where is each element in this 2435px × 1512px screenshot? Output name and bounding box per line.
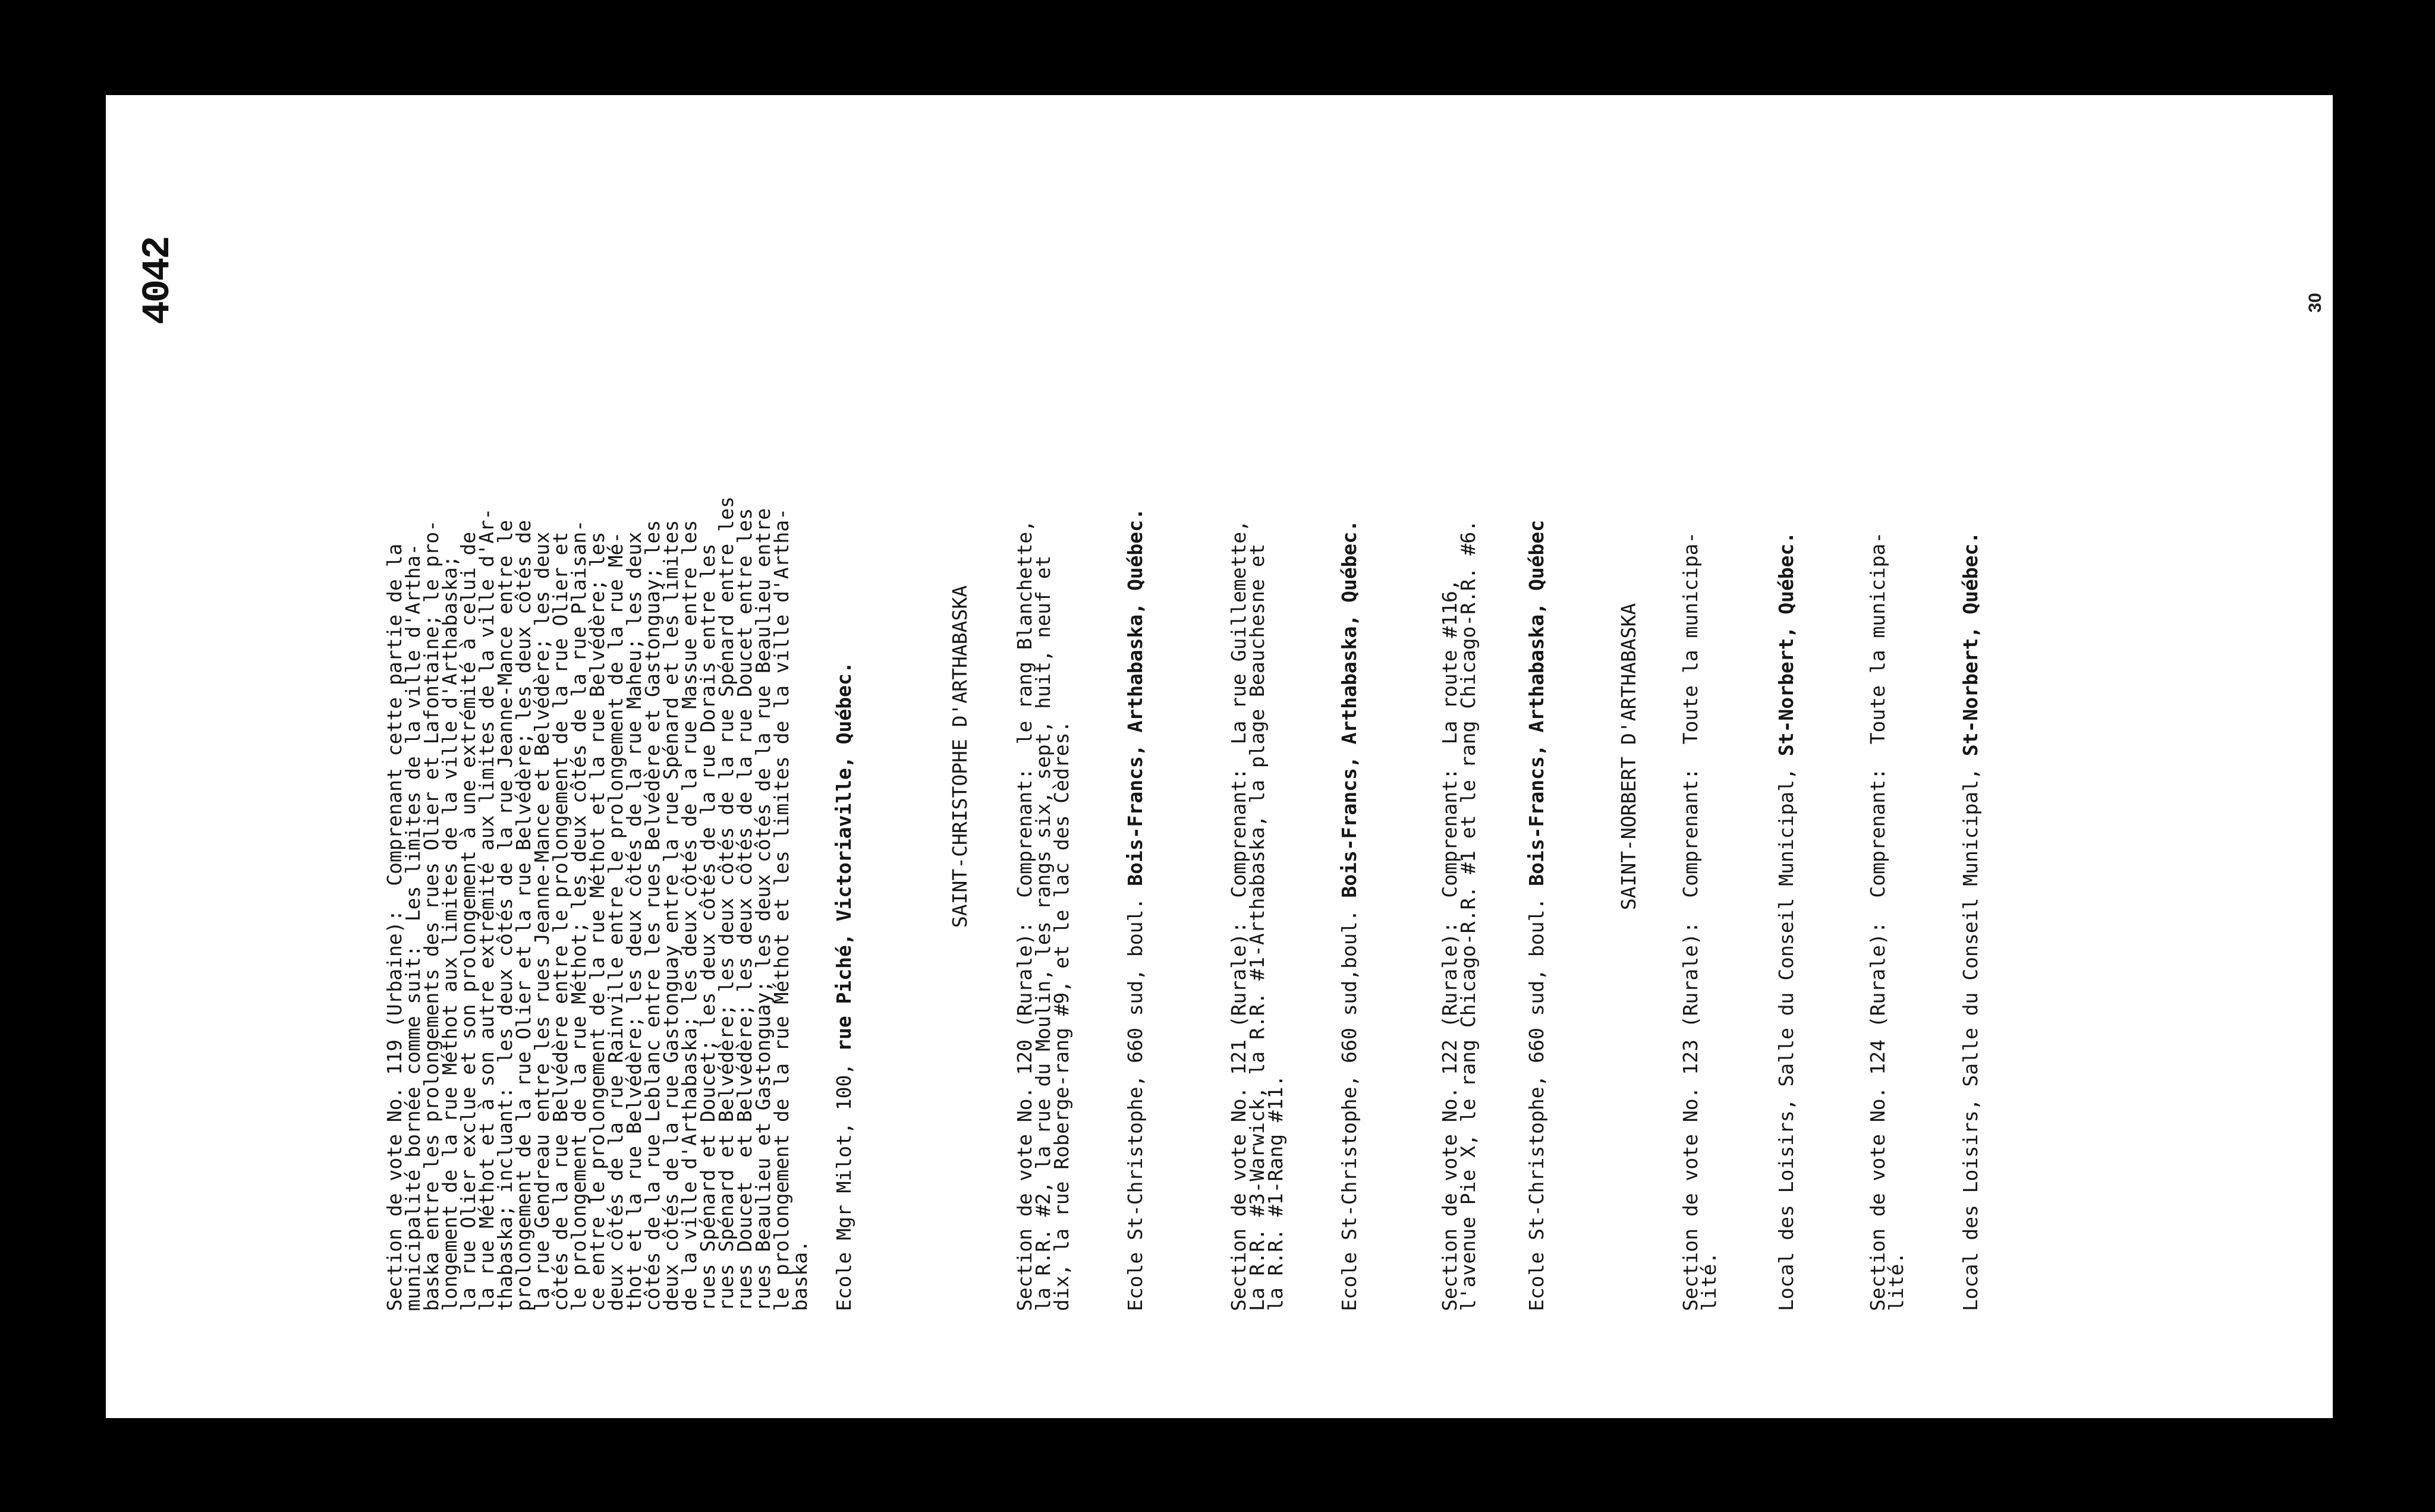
section-124-text xyxy=(1866,182,1908,1311)
address-plain: Ecole St-Christophe, 660 sud, boul. xyxy=(1525,886,1548,1311)
text-line: lité. xyxy=(1885,1252,1908,1311)
text-line: la R.R. #2, la rue du Moulin, les rangs six, sept, huit, neuf et xyxy=(1031,555,1055,1311)
section-122-text xyxy=(1438,182,1480,1311)
text-line: le prolongement de la rue Méthot; les deux côtés de la rue Plaisan- xyxy=(567,519,590,1311)
section-121-text xyxy=(1229,182,1285,1311)
text-line: deux côtés de la rue Rainville entre le prolongement de la rue Mé- xyxy=(604,531,627,1311)
section-121-address xyxy=(1339,520,1359,1311)
text-line: La R.R. #3-Warwick, la R.R. #1-Arthabaska, la plage Beauchesne et xyxy=(1245,543,1269,1311)
section-123-address xyxy=(1776,532,1796,1311)
address-plain: Ecole St-Christophe, 660 sud, boul. xyxy=(1124,886,1147,1311)
section-120-address xyxy=(1125,508,1145,1311)
text-line: la rue Gendreau entre les rues Jeanne-Mance et Belvédère; les deux xyxy=(530,531,553,1311)
text-line: rues Doucet et Belvédère; les deux côtés de la rue Doucet entre les xyxy=(733,508,756,1311)
text-line: Section de vote No. 120 (Rurale): Comprenant: le rang Blanchette, xyxy=(1013,519,1036,1311)
text-line: Section de vote No. 124 (Rurale): Comprenant: Toute la municipa- xyxy=(1866,531,1889,1311)
address-bold: St-Norbert, Québec. xyxy=(1775,531,1798,757)
top-page-number: 4042 xyxy=(136,237,180,325)
text-line: municipalité bornée comme suit: Les limites de la ville d'Artha- xyxy=(401,543,424,1311)
text-line: le prolongement de la rue Méthot et les limites de la ville d'Artha- xyxy=(770,508,793,1311)
rotated-text-layer xyxy=(106,95,2333,1418)
bottom-page-number: 30 xyxy=(2305,292,2325,313)
text-line: l'avenue Pie X, le rang Chicago-R.R. #1 et le rang Chicago-R.R. #6. xyxy=(1456,519,1480,1311)
address-bold: St-Norbert, Québec. xyxy=(1959,531,1982,757)
text-line: rues Beaulieu et Gastonguay; les deux côtés de la rue Beaulieu entre xyxy=(751,508,775,1311)
text-line: lité. xyxy=(1697,1252,1720,1311)
text-line: prolongement de la rue Olier et la rue Belvédère; les deux côtés de xyxy=(512,519,535,1311)
text-line: Section de vote No. 121 (Rurale): Comprenant: La rue Guillemette, xyxy=(1227,519,1250,1311)
text-line: la rue Olier exclue et son prolongement à une extrémité à celui de xyxy=(457,531,480,1311)
text-line: dix, la rue Roberge-rang #9, et le lac des Cèdres. xyxy=(1050,720,1073,1311)
text-line: rues Spénard et Belvédère; les deux côtés de la rue Spénard entre les xyxy=(715,496,738,1311)
section-120-text xyxy=(1015,182,1071,1311)
document-page xyxy=(106,95,2333,1418)
section-122-address xyxy=(1527,520,1546,1311)
text-line: rues Spénard et Doucet; les deux côtés de la rue Dorais entre les xyxy=(696,543,719,1311)
text-line: Section de vote No. 123 (Rurale): Comprenant: Toute la municipa- xyxy=(1679,531,1702,1311)
text-line: la R.R. #1-Rang #11. xyxy=(1264,1075,1287,1311)
heading-saint-norbert: SAINT-NORBERT D'ARTHABASKA xyxy=(1617,603,1640,911)
text-line: Section de vote No. 119 (Urbaine): Comprenant cette partie de la xyxy=(383,543,406,1311)
text-line: de la ville d'Arthabaska; les deux côtés de la rue Massue entre les xyxy=(678,519,701,1311)
text-line: thot et la rue Belvédère; les deux côtés de la rue Maheu; les deux xyxy=(622,531,646,1311)
section-119-address xyxy=(834,662,854,1311)
text-line: Section de vote No. 122 (Rurale): Comprenant: La route #116, xyxy=(1438,579,1461,1311)
text-line: longement de la rue Méthot aux limites de la ville d'Arthabaska; xyxy=(438,555,461,1311)
text-line: ce entre le prolongement de la rue Méthot et la rue Belvédère; les xyxy=(586,531,609,1311)
text-line: la rue Méthot et à son autre extrémité aux limites de la ville d'Ar- xyxy=(475,508,498,1311)
text-line: côtés de la rue Leblanc entre les rues Belvédère et Gastonguay; les xyxy=(641,519,664,1311)
address-plain: Local des Loisirs, Salle du Conseil Municipal, xyxy=(1959,756,1982,1311)
address-bold: Bois-Francs, Arthabaska, Québec xyxy=(1525,519,1548,886)
address-plain: Ecole Mgr Milot, 100, xyxy=(832,1051,855,1311)
text-line: deux côtés de la rue Gastonguay entre la rue Spénard et les limites xyxy=(659,519,682,1311)
address-plain: Local des Loisirs, Salle du Conseil Municipal, xyxy=(1775,756,1798,1311)
address-bold: Bois-Francs, Arthabaska, Québec. xyxy=(1124,508,1147,886)
address-plain: Ecole St-Christophe, 660 sud,boul. xyxy=(1338,897,1361,1311)
address-bold: Bois-Francs, Arthabaska, Québec. xyxy=(1338,519,1361,898)
text-line: thabaska; incluant: les deux côtés de la rue Jeanne-Mance entre le xyxy=(493,519,517,1311)
section-119-text xyxy=(385,182,809,1311)
address-bold: rue Piché, Victoriaville, Québec. xyxy=(832,662,855,1051)
text-line: baska. xyxy=(788,1240,811,1311)
text-line: baska entre les prolongements des rues Olier et Lafontaine; le pro- xyxy=(420,519,443,1311)
section-123-text xyxy=(1681,182,1718,1311)
heading-saint-christophe: SAINT-CHRISTOPHE D'ARTHABASKA xyxy=(948,585,971,928)
text-line: côtés de la rue Belvédère entre le prolongement de la rue Olier et xyxy=(549,531,572,1311)
section-124-address xyxy=(1961,532,1980,1311)
